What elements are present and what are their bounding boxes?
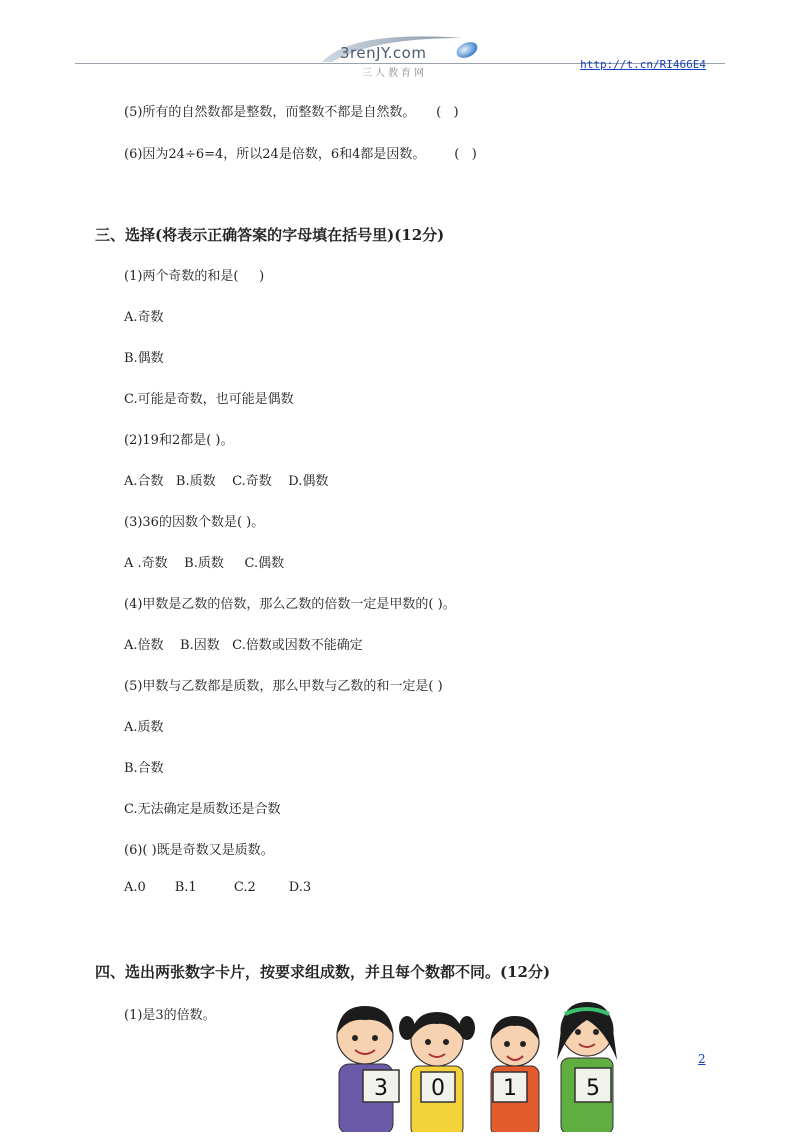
list-item: A.奇数 <box>124 310 164 325</box>
card-label: 1 <box>503 1076 517 1101</box>
list-item: A.合数 B.质数 C.奇数 D.偶数 <box>124 474 329 489</box>
kids-with-number-cards-illustration <box>325 1000 630 1132</box>
logo-text: 3renJY.com <box>340 44 427 62</box>
card-label: 3 <box>374 1076 388 1101</box>
list-item: (1)是3的倍数。 <box>124 1008 216 1023</box>
list-item: B.偶数 <box>124 351 164 366</box>
card-label: 5 <box>586 1076 600 1101</box>
list-item: (5)甲数与乙数都是质数，那么甲数与乙数的和一定是( ) <box>124 679 443 694</box>
judge-item-6: (6)因为24÷6=4，所以24是倍数，6和4都是因数。 ( ) <box>124 147 477 162</box>
section4-title: 四、选出两张数字卡片，按要求组成数，并且每个数都不同。(12分) <box>95 963 551 981</box>
section3-title: 三、选择(将表示正确答案的字母填在括号里)(12分) <box>95 226 445 244</box>
kid-1-figure <box>337 1006 393 1132</box>
number-card-0 <box>421 1072 455 1102</box>
list-item: (3)36的因数个数是( )。 <box>124 515 265 530</box>
kid-4-figure <box>557 1002 617 1132</box>
list-item: B.合数 <box>124 761 164 776</box>
list-item: (1)两个奇数的和是( ) <box>124 269 265 284</box>
list-item: (2)19和2都是( )。 <box>124 433 234 448</box>
number-card-1 <box>493 1072 527 1102</box>
list-item: A.倍数 B.因数 C.倍数或因数不能确定 <box>124 638 363 653</box>
logo-subtitle: 三人教育网 <box>362 68 427 79</box>
card-label: 0 <box>431 1076 445 1101</box>
list-item: A.质数 <box>124 720 164 735</box>
number-card-5 <box>575 1068 611 1102</box>
list-item: (6)( )既是奇数又是质数。 <box>124 843 274 858</box>
list-item: (4)甲数是乙数的倍数，那么乙数的倍数一定是甲数的( )。 <box>124 597 456 612</box>
header-url-link[interactable]: http://t.cn/RI466E4 <box>580 58 706 71</box>
judge-item-5: (5)所有的自然数都是整数，而整数不都是自然数。 ( ) <box>124 105 459 120</box>
list-item: C.可能是奇数，也可能是偶数 <box>124 392 294 407</box>
site-logo <box>312 28 492 84</box>
list-item: A .奇数 B.质数 C.偶数 <box>124 556 285 571</box>
number-card-3 <box>363 1070 399 1102</box>
list-item: A.0 B.1 C.2 D.3 <box>124 880 312 895</box>
list-item: C.无法确定是质数还是合数 <box>124 802 281 817</box>
page-number-link[interactable]: 2 <box>698 1052 706 1066</box>
